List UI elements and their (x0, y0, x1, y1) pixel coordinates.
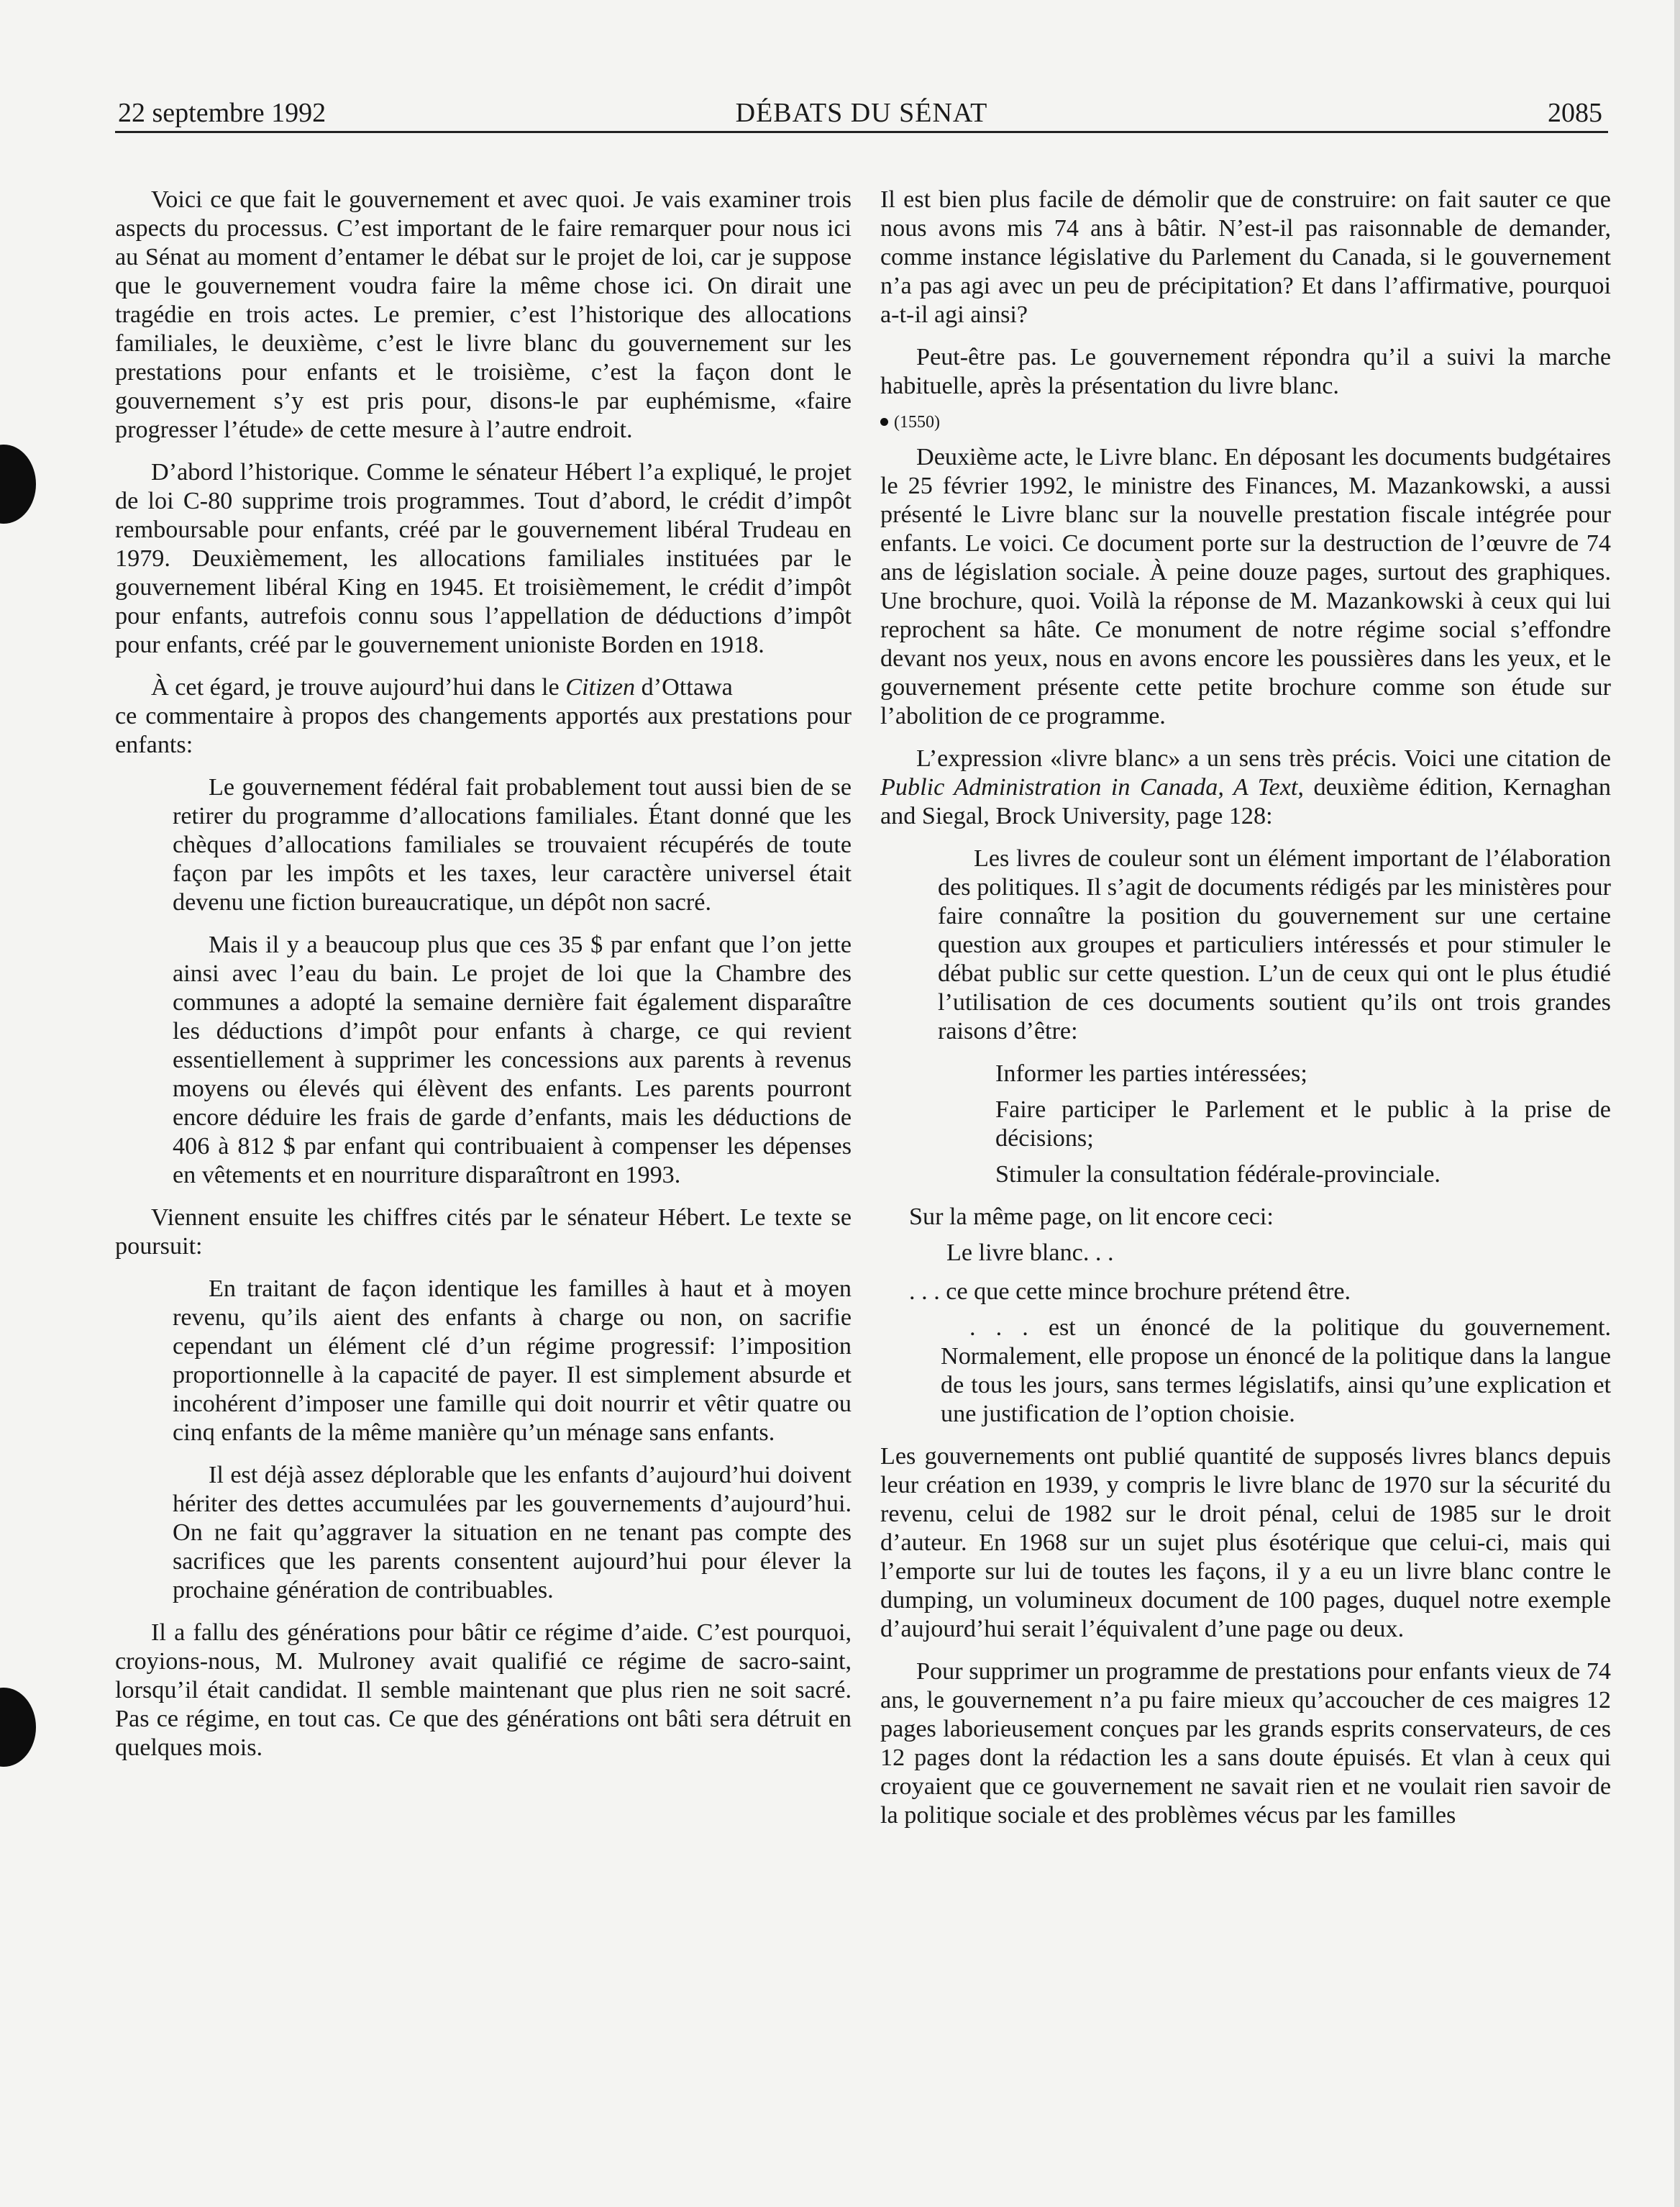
page-number: 2085 (1548, 98, 1602, 128)
paragraph: Viennent ensuite les chiffres cités par le sénateur Hébert. Le texte se poursuit: (115, 1204, 852, 1260)
block-quote: Les livres de couleur sont un élément important de l’élaboration des politiques. Il s’agit de documents rédigés par les ministères pour faire connaître la position du gouvernement sur une certaine question aux groupes et particuliers intéressés et pour stimuler le débat public sur cette question. L’un de ceux qui ont le plus étudié l’utilisation de ces documents soutient qu’ils ont trois grandes raisons d’être: (938, 845, 1611, 1045)
right-column (880, 186, 1611, 1844)
time-marker: (1550) (880, 410, 1611, 434)
page-header (115, 95, 1608, 133)
hole-punch-top (0, 445, 36, 524)
block-quote: . . . est un énoncé de la politique du gouvernement. Normalement, elle propose un énoncé de la politique dans la langue de tous les jours, sans termes législatifs, ainsi qu’une explication et une justification de l’option choisie. (941, 1314, 1611, 1427)
citizen-title: Citizen (565, 674, 636, 701)
block-quote: Le livre blanc. . . (946, 1239, 1114, 1266)
bullet-icon (880, 418, 888, 426)
paragraph: Il est bien plus facile de démolir que de construire: on fait sauter ce que nous avons mis 74 ans à bâtir. N’est-il pas raisonnable de demander, comme instance législative du Parlement du Canada, si le gouvernement n’a pas agi avec un peu de précipitation? Et dans l’affirmative, pourquoi a-t-il agi ainsi? (880, 186, 1611, 328)
paragraph-citation: L’expression «livre blanc» a un sens très précis. Voici une citation de Public Administration in Canada, A Text, deuxième édition, Kernaghan and Siegal, Brock University, page 128: (880, 745, 1611, 829)
header-title: DÉBATS DU SÉNAT (735, 98, 988, 128)
list-item: Informer les parties intéressées; (995, 1060, 1307, 1087)
paragraph: Pour supprimer un programme de prestations pour enfants vieux de 74 ans, le gouvernement n’a pu faire mieux qu’accoucher de ces maigres 12 pages laborieusement conçues par les grands esprits conservateurs, de ces 12 pages dont la rédaction les a sans doute épuisés. Et vlan à ceux qui croyaient que ce gouvernement ne savait rien et ne voulait rien savoir de la politique sociale et des problèmes vécus par les familles (880, 1658, 1611, 1829)
paragraph: Il a fallu des générations pour bâtir ce régime d’aide. C’est pourquoi, croyions-nous, M. Mulroney avait qualifié ce régime de sacro-saint, lorsqu’il était candidat. Il semble maintenant que plus rien ne soit sacré. Pas ce régime, en tout cas. Ce que des générations ont bâti sera détruit en quelques mois. (115, 1619, 852, 1761)
paragraph: ce commentaire à propos des changements apportés aux prestations pour enfants: (115, 703, 852, 758)
block-quote: Mais il y a beaucoup plus que ces 35 $ par enfant que l’on jette ainsi avec l’eau du bain. Le projet de loi que la Chambre des communes a adopté la semaine dernière fait également disparaître les déductions d’impôt pour enfants à charge, ce qui revient essentiellement à supprimer les concessions aux parents à revenus moyens ou élevés qui élèvent des enfants. Les parents pourront encore déduire les frais de garde d’enfants, mais les déductions de 406 à 812 $ par enfant qui contribuaient à compenser les dépenses en vêtements et en nourriture disparaîtront en 1993. (173, 932, 852, 1188)
left-column (115, 186, 852, 1776)
paragraph: Voici ce que fait le gouvernement et avec quoi. Je vais examiner trois aspects du processus. C’est important de le faire remarquer pour nous ici au Sénat au moment d’entamer le débat sur le projet de loi, car je suppose que le gouvernement voudra faire la même chose ici. On dirait une tragédie en trois actes. Le premier, c’est l’historique des allocations familiales, le deuxième, c’est le livre blanc du gouvernement sur les prestations pour enfants et le troisième, c’est la façon dont le gouvernement s’y est pris pour, disons-le par euphémisme, «faire progresser l’étude» de cette mesure à l’autre endroit. (115, 186, 852, 443)
book-title: Public Administration in Canada, A Text (880, 774, 1298, 801)
paragraph: Deuxième acte, le Livre blanc. En déposant les documents budgétaires le 25 février 1992, le ministre des Finances, M. Mazankowski, a aussi présenté le Livre blanc sur la nouvelle prestation fiscale intégrée pour enfants. Le voici. Ce document porte sur la destruction de l’œuvre de 74 ans de législation sociale. À peine douze pages, surtout des graphiques. Une brochure, quoi. Voilà la réponse de M. Mazankowski à ceux qui lui reprochent sa hâte. Ce monument de notre régime social s’effondre devant nos yeux, nous en avons encore les poussières dans les yeux, et le gouvernement présente cette petite brochure comme son étude sur l’abolition de ce programme. (880, 444, 1611, 729)
paragraph: Peut-être pas. Le gouvernement répondra qu’il a suivi la marche habituelle, après la présentation du livre blanc. (880, 344, 1611, 399)
block-quote: En traitant de façon identique les familles à haut et à moyen revenu, qu’ils aient des enfants à charge ou non, on sacrifie cependant un élément clé d’un régime progressif: l’imposition proportionnelle à la capacité de payer. Il est simplement absurde et incohérent d’imposer une famille qui doit nourrir et vêtir quatre ou cinq enfants de la même manière qu’un ménage sans enfants. (173, 1275, 852, 1446)
paragraph: D’abord l’historique. Comme le sénateur Hébert l’a expliqué, le projet de loi C-80 supprime trois programmes. Tout d’abord, le crédit d’impôt remboursable pour enfants, créé par le gouvernement libéral Trudeau en 1979. Deuxièmement, les allocations familiales instituées par le gouvernement libéral King en 1945. Et troisièmement, le crédit d’impôt pour enfants, autrefois connu sous l’appellation de déductions d’impôt pour enfants, créé par le gouvernement unioniste Borden en 1918. (115, 459, 852, 658)
paragraph: Sur la même page, on lit encore ceci: (909, 1203, 1274, 1230)
header-date: 22 septembre 1992 (118, 98, 327, 128)
list-item: Faire participer le Parlement et le public à la prise de décisions; (995, 1096, 1611, 1152)
page-edge (1674, 0, 1680, 2207)
block-quote: Le gouvernement fédéral fait probablement tout aussi bien de se retirer du programme d’allocations familiales. Étant donné que les chèques d’allocations familiales se trouvaient récupérés de toute façon par les impôts et les taxes, leur caractère universel était devenu une fiction bureaucratique, un dépôt non sacré. (173, 774, 852, 916)
paragraph: Les gouvernements ont publié quantité de supposés livres blancs depuis leur création en 1939, y compris le livre blanc de 1970 sur la sécurité du revenu, celui de 1982 sur le droit pénal, celui de 1985 sur le droit d’auteur. En 1968 sur un sujet plus ésotérique que celui-ci, mais qui l’emporte sur lui de toutes les façons, il y a eu un livre blanc contre le dumping, un volumineux document de 100 pages, duquel notre exemple d’aujourd’hui serait l’équivalent d’une page ou deux. (880, 1443, 1611, 1642)
list-item: Stimuler la consultation fédérale-provinciale. (995, 1161, 1441, 1188)
hole-punch-bottom (0, 1688, 36, 1767)
block-quote: Il est déjà assez déplorable que les enfants d’aujourd’hui doivent hériter des dettes accumulées par les gouvernements d’aujourd’hui. On ne fait qu’aggraver la situation en ne tenant pas compte des sacrifices que les parents consentent aujourd’hui pour élever la prochaine génération de contribuables. (173, 1462, 852, 1603)
paragraph: . . . ce que cette mince brochure prétend être. (909, 1278, 1351, 1305)
paragraph-citizen: À cet égard, je trouve aujourd’hui dans le Citizen d’Ottawa (151, 674, 733, 701)
